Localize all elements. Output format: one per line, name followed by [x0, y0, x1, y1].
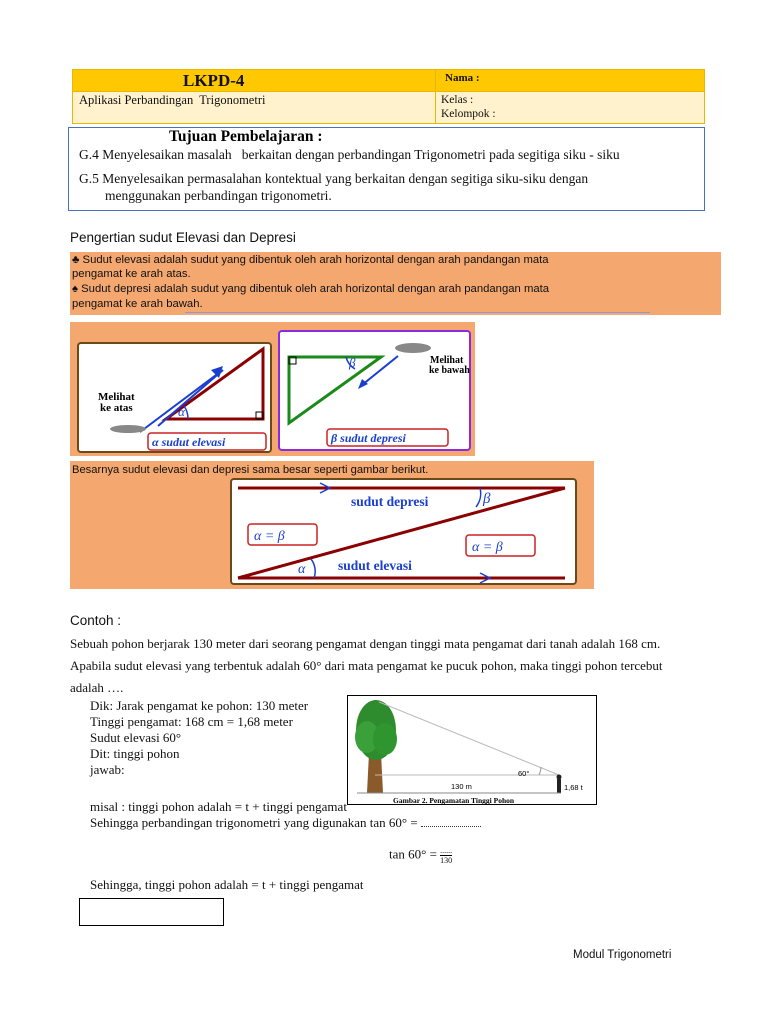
tan-label: tan 60° = — [389, 846, 437, 862]
tree-svg — [347, 695, 597, 805]
figure2-caption: Besarnya sudut elevasi dan depresi sama besar seperti gambar berikut. — [72, 464, 429, 476]
dik-height: Tinggi pengamat: 168 cm = 1,68 meter — [90, 714, 293, 729]
answer-box[interactable] — [79, 898, 224, 926]
header-divider-v — [435, 70, 436, 123]
kelas-kelompok — [441, 93, 496, 121]
problem-line3: adalah …. — [70, 680, 124, 695]
equal-angles-figure — [70, 461, 594, 589]
topic-label: Aplikasi Perbandingan Trigonometri — [79, 93, 266, 107]
objective-g5-line1: G.5 Menyelesaikan permasalahan kontektual yang berkaitan dengan segitiga siku-siku dengan — [79, 171, 589, 186]
contoh-heading: Contoh : — [70, 613, 122, 628]
problem-line2: Apabila sudut elevasi yang terbentuk adalah 60° dari mata pengamat ke pucuk pohon, maka tinggi pohon tercebut — [70, 658, 663, 673]
tree-crown-right — [373, 723, 397, 755]
figure2-svg — [70, 461, 594, 589]
problem-line1: Sebuah pohon berjarak 130 meter dari seorang pengamat dengan tinggi mata pengamat dari tanah adalah 168 cm. — [70, 636, 661, 651]
tan-fraction — [440, 846, 452, 865]
melihat-label-left: Melihat — [98, 391, 135, 403]
alpha-caption: α sudut elevasi — [152, 435, 226, 449]
distance-label: 130 m — [451, 782, 472, 791]
tan-denominator: 130 — [440, 856, 453, 865]
objective-g4: G.4 Menyelesaikan masalah berkaitan dengan perbandingan Trigonometri pada segitiga siku - siku — [79, 147, 620, 162]
observer-eye-right — [395, 343, 431, 353]
eq-left: α = β — [254, 529, 285, 544]
fraction-placeholder — [421, 821, 481, 827]
sehingga-line2: Sehingga, tinggi pohon adalah = t + tinggi pengamat — [90, 877, 364, 892]
footer-module-name: Modul Trigonometri — [573, 949, 672, 961]
misal-line — [90, 799, 347, 815]
tree-figure-caption: Gambar 2. Pengamatan Tinggi Pohon — [393, 796, 515, 805]
header-divider-h — [73, 91, 704, 92]
elevasi-def-line2: pengamat ke arah atas. — [72, 268, 191, 280]
beta-symbol: β — [349, 355, 356, 370]
observer-head — [557, 775, 562, 780]
figure1-svg — [70, 322, 475, 456]
dit-line: Dit: tinggi pohon — [90, 746, 180, 761]
objective-g5-line2: menggunakan perbandingan trigonometri. — [105, 188, 332, 203]
depresi-def-line1: ♠ Sudut depresi adalah sudut yang dibentuk oleh arah horizontal dengan arah pandangan mata — [72, 283, 550, 295]
angle-label: 60° — [518, 769, 530, 778]
alpha-symbol: α — [178, 404, 185, 419]
beta-symbol-2: β — [483, 491, 491, 507]
ke-atas-label: ke atas — [100, 402, 133, 414]
kelompok-label: Kelompok : — [441, 108, 496, 120]
eq-right: α = β — [472, 540, 503, 555]
tan-equation — [389, 846, 452, 865]
definition-box — [70, 252, 721, 315]
elevation-depression-figure — [70, 322, 475, 456]
ke-bawah-label: ke bawah — [429, 365, 470, 376]
tujuan-box — [68, 127, 705, 211]
depresi-def-line2: pengamat ke arah bawah. — [72, 298, 203, 310]
tujuan-title: Tujuan Pembelajaran : — [169, 128, 323, 145]
nama-label: Nama : — [445, 72, 480, 84]
pengertian-heading: Pengertian sudut Elevasi dan Depresi — [70, 230, 296, 245]
sehingga-line1 — [90, 815, 481, 831]
sehingga1-text: Sehingga perbandingan trigonometri yang digunakan tan 60° = — [90, 815, 418, 830]
alpha-symbol-2: α — [298, 562, 306, 577]
elevasi-def-line1: ♣ Sudut elevasi adalah sudut yang dibentuk oleh arah horizontal dengan arah pandangan mata — [72, 254, 549, 266]
lkpd-title: LKPD-4 — [183, 71, 245, 90]
sudut-depresi-label: sudut depresi — [351, 494, 429, 509]
thin-divider — [185, 312, 650, 313]
misal-text: misal : tinggi pohon adalah = t + tinggi pengamat — [90, 799, 347, 814]
tan-numerator: ...... — [440, 846, 453, 855]
jawab-line: jawab: — [90, 762, 125, 777]
beta-caption: β sudut depresi — [331, 431, 406, 445]
observer-figure — [557, 779, 561, 793]
dik-distance: Dik: Jarak pengamat ke pohon: 130 meter — [90, 698, 309, 713]
header-row-top — [73, 70, 704, 91]
observer-eye-left — [110, 425, 146, 433]
sudut-elevasi-label: sudut elevasi — [338, 558, 412, 573]
kelas-label: Kelas : — [441, 94, 474, 106]
dik-angle: Sudut elevasi 60° — [90, 730, 182, 745]
tree-figure — [347, 695, 597, 805]
melihat-label-right: Melihat — [430, 355, 464, 366]
lkpd-header-table — [72, 69, 705, 124]
height-label: 1,68 t — [564, 783, 583, 792]
